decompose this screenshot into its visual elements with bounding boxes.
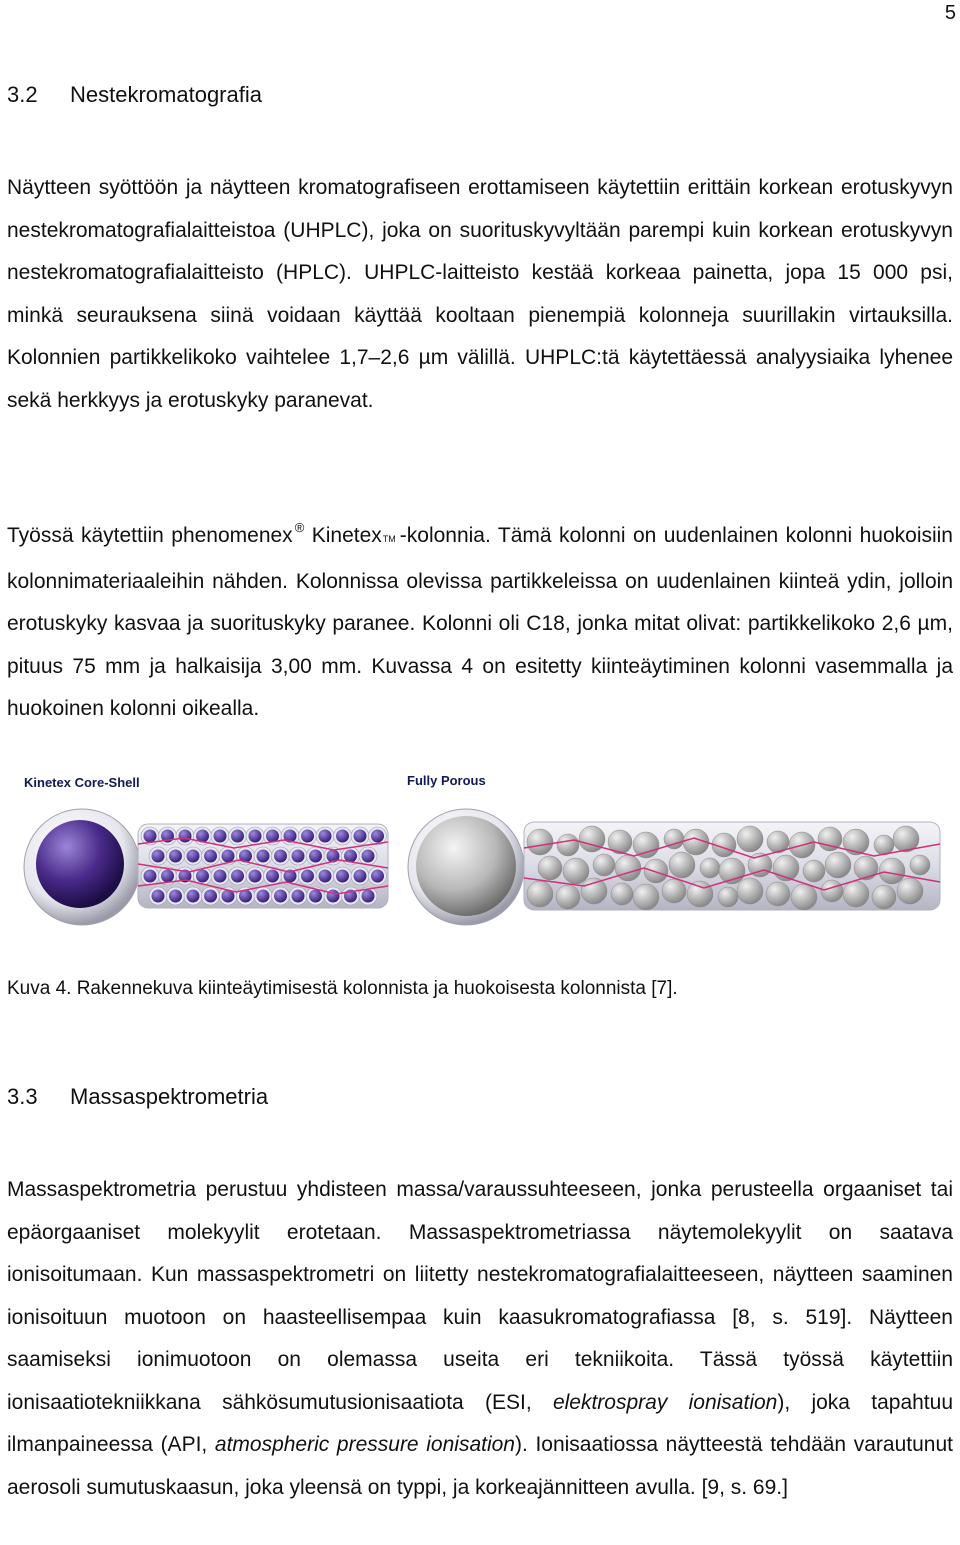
para2-start: Työssä käytettiin phenomenex <box>7 524 293 547</box>
porous-bead <box>644 859 668 883</box>
core-shell-bead-core <box>231 830 244 843</box>
core-shell-bead-core <box>319 870 332 883</box>
porous-bead <box>843 881 869 907</box>
para2-rest: -kolonnia. Tämä kolonni on uudenlainen kolonni huokoisiin kolonnimateriaaleihin nähden. Kolonnissa olevissa partikkeleissa on uudenlainen kiinteä ydin, jolloin erotuskyky kasvaa ja suorituskyky paranee. Kolonni oli C18, jonka mitat olivat: partikkelikoko 2,6 µm, pituus 75 mm ja halkaisija 3,00 mm. Kuvassa 4 on esitetty kiinteäytiminen kolonni vasemmalla ja huokoinen kolonni oikealla. <box>7 524 953 720</box>
porous-bead <box>910 855 930 875</box>
core-shell-bead-core <box>169 890 182 903</box>
core-shell-bead-core <box>371 870 384 883</box>
porous-bead <box>737 878 763 904</box>
para3-a: Massaspektrometria perustuu yhdisteen massa/varaussuhteeseen, jonka perusteella orgaaniset tai epäorgaaniset molekyylit erotetaan. Massaspektrometriassa näytemolekyylit on saatava ionisoitumaan. Kun massaspektrometri on liitetty nestekromatografialaitteeseen, näytteen saaminen ionisoituun muotoon on haasteellisempaa kuin kaasukromatografiassa [8, s. 519]. Näytteen saamiseksi ionimuotoon on olemassa useita eri tekniikoita. Tässä työssä käytettiin ionisaatiotekniikkana sähkösumutusionisaatiota (ESI, <box>7 1178 953 1414</box>
core-shell-bead-core <box>266 870 279 883</box>
figure-svg <box>14 760 954 960</box>
porous-bead <box>593 854 615 876</box>
figure-label-core-shell: Kinetex Core-Shell <box>24 775 140 790</box>
section-number: 3.3 <box>7 1084 38 1109</box>
porous-bead <box>687 881 713 907</box>
porous-bead <box>700 858 720 878</box>
core-shell-bead-core <box>354 870 367 883</box>
core-shell-bead-core <box>336 870 349 883</box>
core-shell-bead-core <box>214 830 227 843</box>
porous-bead <box>557 834 579 856</box>
core-shell-bead-core <box>292 890 305 903</box>
core-shell-bead-core <box>169 850 182 863</box>
core-shell-bead-core <box>196 870 209 883</box>
core-shell-bead-core <box>231 870 244 883</box>
core-shell-bead-core <box>292 850 305 863</box>
paragraph-kinetex <box>7 507 953 731</box>
core-shell-bead-core <box>187 890 200 903</box>
core-shell-bead-core <box>362 850 375 863</box>
trademark-mark: TM <box>382 534 396 544</box>
porous-bead <box>854 856 878 880</box>
core-shell-bead-core <box>301 870 314 883</box>
core-shell-bead-core <box>204 850 217 863</box>
porous-bead <box>615 855 641 881</box>
core-shell-bead-core <box>214 870 227 883</box>
para3-esi-term: elektrospray ionisation <box>552 1390 778 1414</box>
core-shell-bead-core <box>187 850 200 863</box>
column-structure-figure <box>14 760 954 960</box>
section-heading-3-2 <box>7 82 262 108</box>
core-shell-bead-core <box>336 830 349 843</box>
porous-bead <box>563 858 589 884</box>
section-heading-3-3 <box>7 1084 268 1110</box>
porous-bead <box>803 860 825 882</box>
core-shell-bead-core <box>371 830 384 843</box>
para3-api-term: atmospheric pressure ionisation <box>214 1433 515 1456</box>
para3-c: ), joka tapahtuu ilmanpaineessa (API, <box>7 1390 953 1456</box>
core-shell-bead-core <box>249 870 262 883</box>
section-title: Nestekromatografia <box>70 82 262 107</box>
paragraph-mass-spectrometry <box>7 1169 953 1509</box>
core-shell-column <box>138 824 388 908</box>
core-shell-particle <box>24 809 140 925</box>
core-shell-bead-core <box>301 830 314 843</box>
core-shell-bead-core <box>354 830 367 843</box>
porous-bead <box>669 852 695 878</box>
porous-particle <box>408 809 524 925</box>
registered-mark: ® <box>294 520 305 535</box>
porous-bead <box>791 884 817 910</box>
porous-bead <box>527 881 553 907</box>
kinetex-name: Kinetex <box>311 524 382 547</box>
core-shell-bead-core <box>222 850 235 863</box>
core-shell-bead-core <box>152 890 165 903</box>
porous-bead <box>897 878 923 904</box>
section-number: 3.2 <box>7 82 38 107</box>
core-shell-bead-core <box>204 890 217 903</box>
porous-bead <box>718 887 738 907</box>
section-title: Massaspektrometria <box>70 1084 269 1109</box>
porous-bead <box>611 883 633 905</box>
porous-column <box>524 822 940 910</box>
core-shell-bead-core <box>274 850 287 863</box>
porous-bead <box>874 835 894 855</box>
paragraph-uhplc: Näytteen syöttöön ja näytteen kromatografiseen erottamiseen käytettiin erittäin korkean erotuskyvyn nestekromatografialaitteistoa (UHPLC), joka on suorituskyvyltään parempi kuin korkean erotuskyvyn nestekromatografialaitteisto (HPLC). UHPLC-laitteisto kestää korkeaa painetta, jopa 15 000 psi, minkä seurauksena siinä voidaan käyttää kooltaan pienempiä kolonneja suurillakin virtauksilla. Kolonnien partikkelikoko vaihtelee 1,7–2,6 µm välillä. UHPLC:tä käytettäessä analyysiaika lyhenee sekä herkkyys ja erotuskyky paranevat. <box>7 176 953 412</box>
para3-e: ). Ionisaatiossa näytteestä tehdään varautunut aerosoli sumutuskaasun, joka yleensä on typpi, ja korkeajännitteen avulla. [9, s. 69.] <box>7 1433 953 1499</box>
porous-bead <box>766 882 790 906</box>
porous-bead <box>662 879 686 903</box>
core-shell-bead-core <box>179 830 192 843</box>
figure-label-fully-porous: Fully Porous <box>407 773 486 788</box>
porous-bead <box>633 884 659 910</box>
core-shell-bead-core <box>144 870 157 883</box>
porous-bead <box>821 880 843 902</box>
porous-bead <box>825 852 851 878</box>
porous-bead <box>581 878 607 904</box>
core-shell-bead-core <box>274 890 287 903</box>
porous-bead <box>579 826 605 852</box>
porous-bead <box>737 826 763 852</box>
porous-bead <box>556 885 580 909</box>
porous-bead <box>527 829 553 855</box>
core-shell-bead-core <box>152 850 165 863</box>
core-shell-bead-core <box>309 850 322 863</box>
figure-caption: Kuva 4. Rakennekuva kiinteäytimisestä kolonnista ja huokoisesta kolonnista [7]. <box>7 978 678 999</box>
core-shell-bead-core <box>144 830 157 843</box>
page-number: 5 <box>944 2 956 24</box>
porous-bead <box>538 856 562 880</box>
core-shell-bead-core <box>249 830 262 843</box>
porous-bead <box>633 832 659 858</box>
core-shell-bead-core <box>257 890 270 903</box>
core-shell-bead-core <box>161 870 174 883</box>
core-shell-bead-core <box>309 890 322 903</box>
porous-bead <box>879 858 905 884</box>
core-shell-bead-core <box>257 850 270 863</box>
core-shell-bead-core <box>319 830 332 843</box>
core-shell-bead-core <box>362 890 375 903</box>
porous-bead <box>872 885 896 909</box>
